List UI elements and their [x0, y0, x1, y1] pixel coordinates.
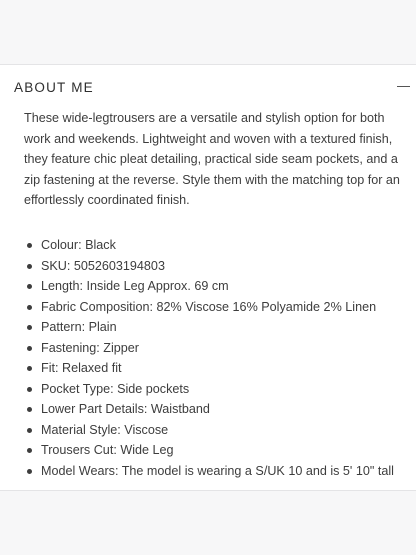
page-bottom-background	[0, 491, 416, 555]
spec-text: Material Style: Viscose	[41, 422, 169, 437]
bullet-icon	[27, 346, 32, 351]
bullet-icon	[27, 469, 32, 474]
bullet-icon	[27, 448, 32, 453]
bullet-icon	[27, 243, 32, 248]
about-me-accordion-header[interactable]	[0, 65, 416, 109]
spec-item	[24, 256, 409, 277]
minus-icon[interactable]	[397, 86, 410, 87]
spec-item	[24, 276, 409, 297]
bullet-icon	[27, 407, 32, 412]
spec-item	[24, 358, 409, 379]
spec-item	[24, 461, 409, 482]
bullet-icon	[27, 284, 32, 289]
spec-item	[24, 379, 409, 400]
bullet-icon	[27, 325, 32, 330]
about-me-section	[0, 64, 416, 491]
bullet-icon	[27, 387, 32, 392]
product-description: These wide-legtrousers are a versatile and stylish option for both work and weekends. Lightweight and woven with a textured finish, they feature chic pleat detailing, practical side seam pockets, and a zip fastening at the reverse. Style them with the matching top for an effortlessly coordinated finish.	[24, 111, 400, 208]
spec-text: Colour: Black	[41, 238, 116, 252]
spec-text: Model Wears: The model is wearing a S/UK 10 and is 5' 10" tall	[41, 463, 394, 478]
spec-item	[24, 297, 409, 318]
spec-text: Fastening: Zipper	[41, 340, 140, 355]
spec-text: Fabric Composition: 82% Viscose 16% Polyamide 2% Linen	[41, 299, 377, 314]
spec-text: Pattern: Plain	[41, 320, 117, 334]
spec-text: Lower Part Details: Waistband	[41, 402, 210, 416]
spec-item	[24, 420, 409, 441]
bullet-icon	[27, 366, 32, 371]
spec-item	[24, 440, 409, 461]
spec-item	[24, 317, 409, 338]
bullet-icon	[27, 428, 32, 433]
spec-text: Trousers Cut: Wide Leg	[41, 443, 174, 457]
spec-item	[24, 235, 409, 256]
spec-text: SKU: 5052603194803	[41, 258, 165, 273]
spec-item	[24, 338, 409, 359]
product-specs-list	[24, 235, 409, 481]
spec-text: Fit: Relaxed fit	[41, 361, 122, 375]
spec-text: Pocket Type: Side pockets	[41, 381, 190, 396]
spec-text: Length: Inside Leg Approx. 69 cm	[41, 279, 229, 293]
page-top-background	[0, 0, 416, 64]
spec-item	[24, 399, 409, 420]
bullet-icon	[27, 305, 32, 310]
bullet-icon	[27, 264, 32, 269]
section-title: ABOUT ME	[14, 80, 94, 95]
